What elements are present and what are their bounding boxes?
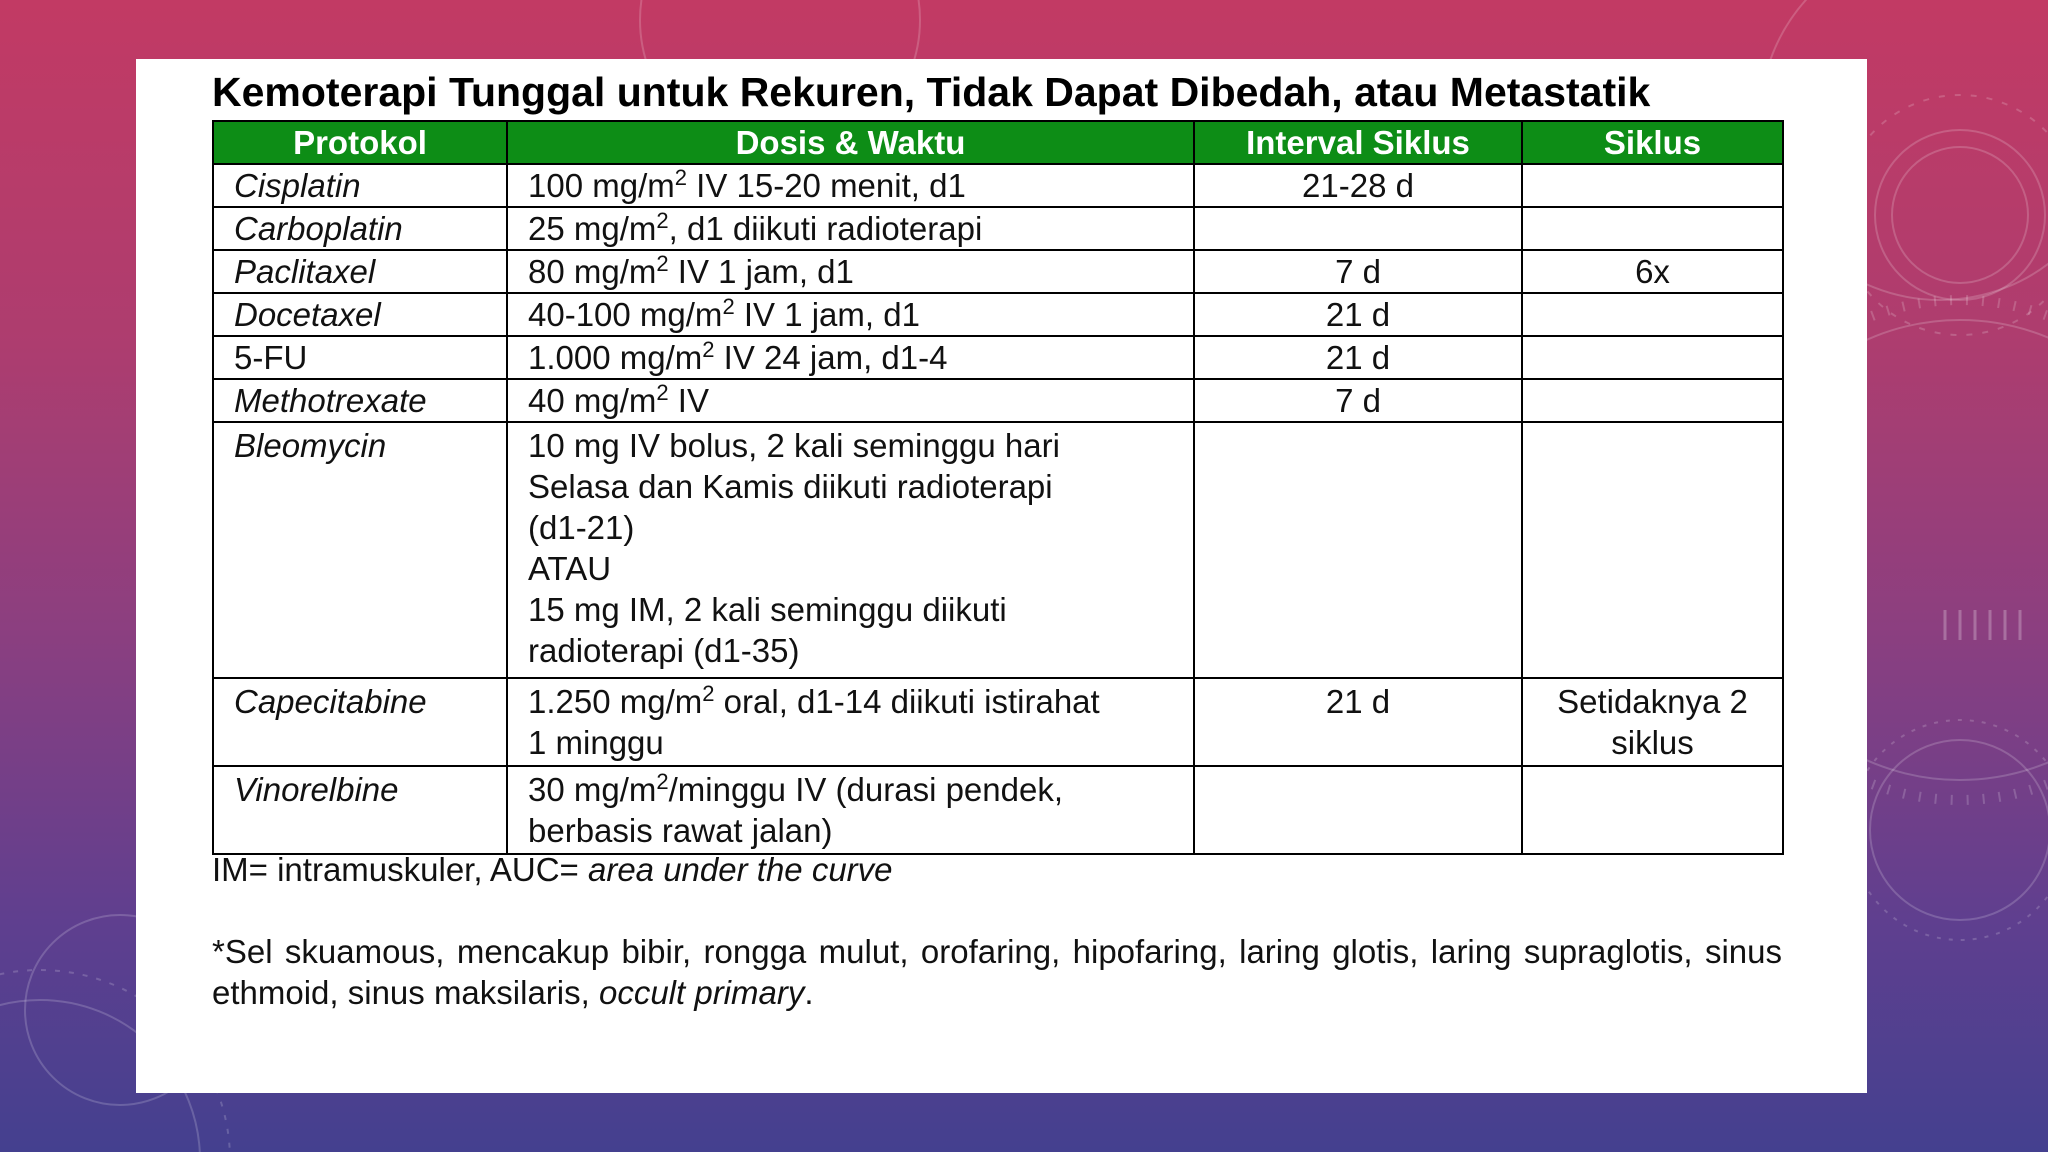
- table-row: [213, 164, 1783, 207]
- interval-cell: 7 d: [1194, 379, 1522, 422]
- header-interval-siklus: Interval Siklus: [1194, 121, 1522, 164]
- dose-cell: 80 $mg/m^2$ IV 1 jam, d1: [507, 250, 1194, 293]
- drug-name: 5-FU: [213, 336, 507, 379]
- dose-cell: 100 $mg/m^2$ IV 15-20 menit, d1: [507, 164, 1194, 207]
- dose-cell: 1.000 $mg/m^2$ IV 24 jam, d1-4: [507, 336, 1194, 379]
- interval-cell: [1194, 766, 1522, 854]
- drug-name: Bleomycin: [213, 422, 507, 678]
- dose-cell: 40 $mg/m^2$ IV: [507, 379, 1194, 422]
- squamous-note: *Sel skuamous, mencakup bibir, rongga mulut, orofaring, hipofaring, laring glotis, laring supraglotis, sinus ethmoid, sinus maksilaris, occult primary.: [212, 933, 1782, 1011]
- cycles-cell: [1522, 207, 1783, 250]
- interval-cell: [1194, 422, 1522, 678]
- header-dosis-waktu: Dosis & Waktu: [507, 121, 1194, 164]
- interval-cell: 7 d: [1194, 250, 1522, 293]
- dose-cell: 25 $mg/m^2$, d1 diikuti radioterapi: [507, 207, 1194, 250]
- dose-cell: 30 $mg/m^2$/minggu IV (durasi pendek, berbasis rawat jalan): [507, 766, 1194, 854]
- table-row: [213, 336, 1783, 379]
- cycles-cell: [1522, 766, 1783, 854]
- table-row: [213, 293, 1783, 336]
- table-row: [213, 207, 1783, 250]
- table-row: [213, 678, 1783, 766]
- dose-cell: 10 mg IV bolus, 2 kali seminggu hari Selasa dan Kamis diikuti radioterapi (d1-21) ATAU 15 mg IM, 2 kali seminggu diikuti radioterapi (d1-35): [507, 422, 1194, 678]
- drug-name: Carboplatin: [213, 207, 507, 250]
- cycles-cell: [1522, 422, 1783, 678]
- chemotherapy-table: [212, 120, 1784, 855]
- table-row: [213, 766, 1783, 854]
- table-header-row: [213, 121, 1783, 164]
- interval-cell: 21-28 d: [1194, 164, 1522, 207]
- drug-name: Capecitabine: [213, 678, 507, 766]
- drug-name: Vinorelbine: [213, 766, 507, 854]
- header-siklus: Siklus: [1522, 121, 1783, 164]
- table-row: [213, 250, 1783, 293]
- drug-name: Docetaxel: [213, 293, 507, 336]
- cycles-cell: Setidaknya 2 siklus: [1522, 678, 1783, 766]
- dose-cell: 1.250 $mg/m^2$ oral, d1-14 diikuti istirahat 1 minggu: [507, 678, 1194, 766]
- table-row: [213, 379, 1783, 422]
- drug-name: Cisplatin: [213, 164, 507, 207]
- drug-name: Paclitaxel: [213, 250, 507, 293]
- interval-cell: 21 d: [1194, 336, 1522, 379]
- abbreviation-footnote: IM= intramuskuler, AUC= area under the curve: [212, 851, 893, 888]
- cycles-cell: [1522, 164, 1783, 207]
- interval-cell: [1194, 207, 1522, 250]
- cycles-cell: 6x: [1522, 250, 1783, 293]
- slide-content-card: [136, 59, 1867, 1093]
- interval-cell: 21 d: [1194, 678, 1522, 766]
- drug-name: Methotrexate: [213, 379, 507, 422]
- cycles-cell: [1522, 293, 1783, 336]
- table-row: [213, 422, 1783, 678]
- slide-title: Kemoterapi Tunggal untuk Rekuren, Tidak Dapat Dibedah, atau Metastatik: [212, 69, 1651, 115]
- interval-cell: 21 d: [1194, 293, 1522, 336]
- cycles-cell: [1522, 336, 1783, 379]
- header-protokol: Protokol: [213, 121, 507, 164]
- cycles-cell: [1522, 379, 1783, 422]
- dose-cell: 40-100 $mg/m^2$ IV 1 jam, d1: [507, 293, 1194, 336]
